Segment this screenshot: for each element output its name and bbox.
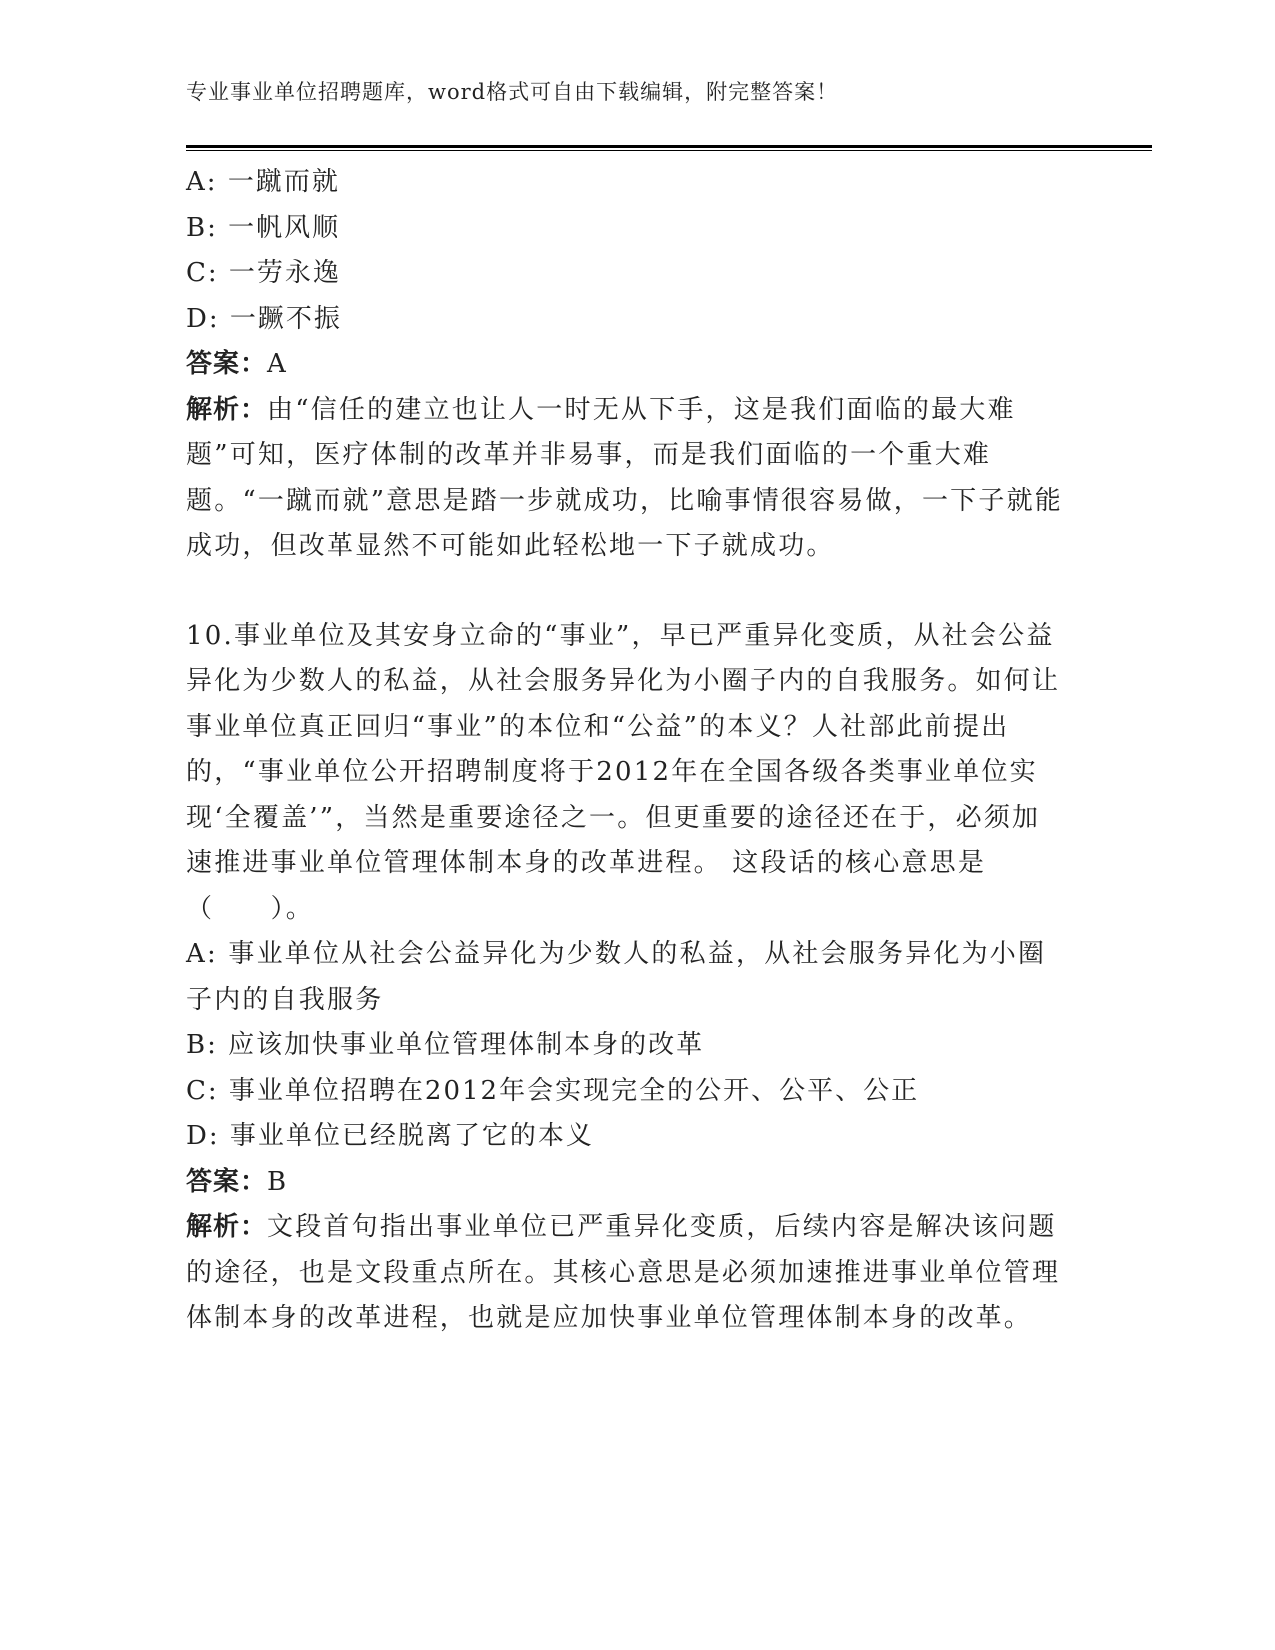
q9-analysis bbox=[186, 388, 1066, 570]
q10-stem bbox=[186, 614, 1066, 933]
q9-answer-value: A bbox=[267, 349, 288, 379]
q9-option-c: C: 一劳永逸 bbox=[186, 258, 341, 288]
q9-analysis-label: 解析： bbox=[186, 394, 268, 425]
q9-option-d: D: 一蹶不振 bbox=[186, 303, 342, 334]
q9-option-b: B: 一帆风顺 bbox=[186, 212, 341, 243]
q10-option-c: C: 事业单位招聘在2012年会实现完全的公开、公平、公正 bbox=[186, 1075, 920, 1106]
header-rule-thick bbox=[186, 145, 1152, 148]
q10-answer-value: B bbox=[267, 1166, 289, 1197]
q10-options bbox=[186, 932, 1066, 1160]
q10-number: 10. bbox=[186, 620, 234, 651]
q10-option-b: B: 应该加快事业单位管理体制本身的改革 bbox=[186, 1030, 705, 1060]
header-rule-thin bbox=[186, 150, 1152, 151]
q10-analysis bbox=[186, 1205, 1066, 1342]
q9-option-a: A: 一蹴而就 bbox=[186, 167, 340, 197]
page-header: 专业事业单位招聘题库，word格式可自由下载编辑，附完整答案！ bbox=[186, 80, 839, 104]
q10-answer bbox=[186, 1160, 1066, 1206]
q10-analysis-label: 解析： bbox=[186, 1212, 268, 1242]
document-body bbox=[186, 160, 1066, 1342]
q10-option-d: D: 事业单位已经脱离了它的本义 bbox=[186, 1121, 594, 1151]
q9-answer-label: 答案： bbox=[186, 349, 268, 379]
q10-stem-text: 事业单位及其安身立命的“事业”，早已严重异化变质，从社会公益异化为少数人的私益，从社会服务异化为小圈子内的自我服务。如何让事业单位真正回归“事业”的本位和“公益”的本义？人社部此前提出的，“事业单位公开招聘制度将于2012年在全国各级各类事业单位实现‘全覆盖’”，当然是重要途径之一。但更重要的途径还在于，必须加速推进事业单位管理体制本身的改革进程。 这段话的核心意思是（ ）。 bbox=[186, 620, 1061, 924]
q10-analysis-text: 文段首句指出事业单位已严重异化变质，后续内容是解决该问题的途径，也是文段重点所在。其核心意思是必须加速推进事业单位管理体制本身的改革进程，也就是应加快事业单位管理体制本身的改革。 bbox=[186, 1212, 1061, 1333]
question-gap bbox=[186, 570, 1066, 614]
q9-analysis-text: 由“信任的建立也让人一时无从下手，这是我们面临的最大难题”可知，医疗体制的改革并非易事，而是我们面临的一个重大难题。“一蹴而就”意思是踏一步就成功，比喻事情很容易做，一下子就能成功，但改革显然不可能如此轻松地一下子就成功。 bbox=[186, 394, 1063, 561]
q10-answer-label: 答案： bbox=[186, 1166, 268, 1197]
q10-option-a: A: 事业单位从社会公益异化为少数人的私益，从社会服务异化为小圈子内的自我服务 bbox=[186, 939, 1047, 1015]
q9-answer bbox=[186, 342, 1066, 388]
q9-options bbox=[186, 160, 1066, 342]
